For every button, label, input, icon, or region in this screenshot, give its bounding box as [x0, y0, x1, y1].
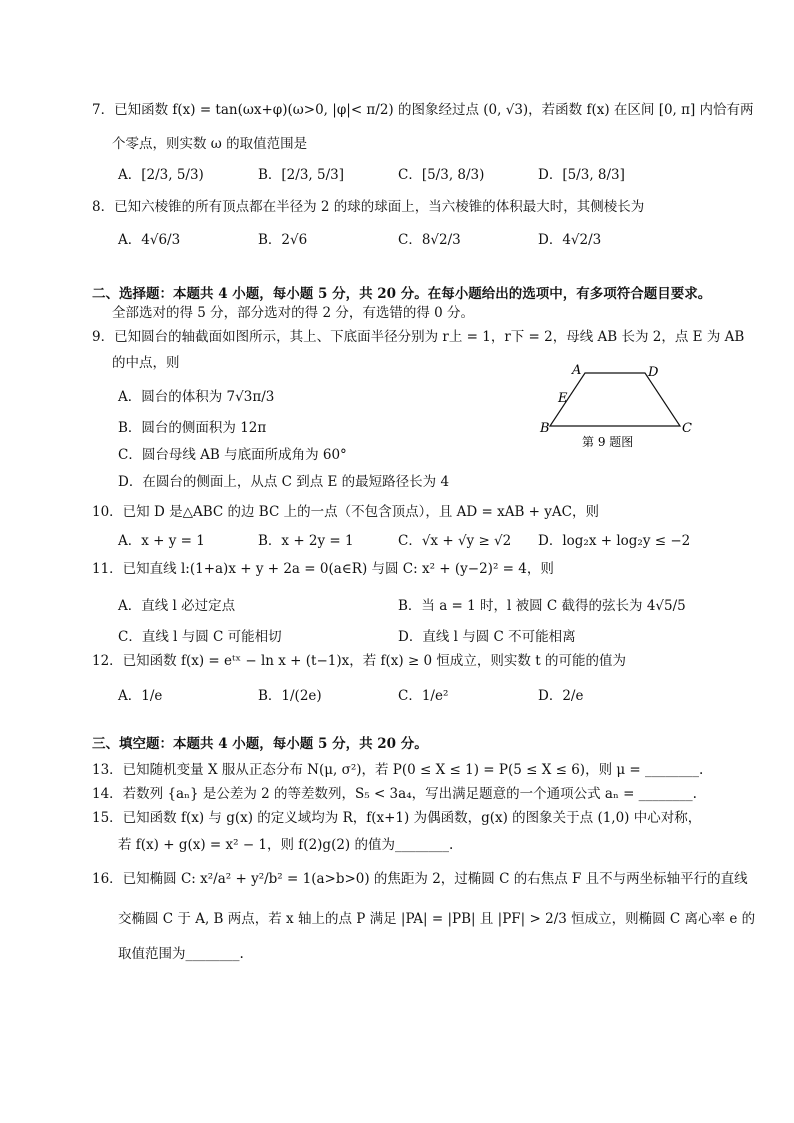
q16-stem-cont2: 取值范围为________.: [118, 946, 244, 962]
q7-option-d: D．[5/3, 8/3]: [538, 167, 625, 183]
q11-option-a: A．直线 l 必过定点: [118, 598, 236, 614]
q11-option-d: D．直线 l 与圆 C 不可能相离: [398, 629, 576, 645]
q10-option-d: D．log₂x + log₂y ≤ −2: [538, 533, 691, 549]
q16-stem-cont: 交椭圆 C 于 A, B 两点，若 x 轴上的点 P 满足 |PA| = |PB| 且 |PF| > 2/3 恒成立，则椭圆 C 离心率 e 的: [118, 911, 756, 927]
q9-option-c: C．圆台母线 AB 与底面所成角为 60°: [118, 447, 347, 463]
q12-option-b: B．1/(2e): [258, 688, 322, 704]
q8-option-a: A．4√6/3: [118, 232, 181, 248]
q15-stem-cont: 若 f(x) + g(x) = x² − 1，则 f(2)g(2) 的值为________.: [118, 837, 454, 853]
q9-option-b: B．圆台的侧面积为 12π: [118, 420, 267, 436]
q12-option-c: C．1/e²: [398, 688, 449, 704]
q7-stem-cont: 个零点，则实数 ω 的取值范围是: [112, 136, 308, 152]
q7-stem: 7．已知函数 f(x) = tan(ωx+φ)(ω>0, |φ|< π/2) 的图象经过点 (0, √3)，若函数 f(x) 在区间 [0, π] 内恰有两: [92, 102, 754, 118]
q13-stem: 13．已知随机变量 X 服从正态分布 N(μ, σ²)，若 P(0 ≤ X ≤ 1) = P(5 ≤ X ≤ 6)，则 μ = ________.: [92, 762, 704, 778]
q8-stem: 8．已知六棱锥的所有顶点都在半径为 2 的球的球面上，当六棱锥的体积最大时，其侧棱长为: [92, 199, 645, 215]
label-b: B: [540, 421, 550, 436]
q16-stem: 16．已知椭圆 C: x²/a² + y²/b² = 1(a>b>0) 的焦距为 2，过椭圆 C 的右焦点 F 且不与两坐标轴平行的直线: [92, 871, 748, 887]
q8-option-b: B．2√6: [258, 232, 308, 248]
q14-stem: 14．若数列 {aₙ} 是公差为 2 的等差数列，S₅ < 3a₄，写出满足题意的一个通项公式 aₙ = ________.: [92, 786, 697, 802]
section-2-heading: 二、选择题：本题共 4 小题，每小题 5 分，共 20 分。在每小题给出的选项中，有多项符合题目要求。: [92, 286, 712, 302]
label-c: C: [682, 421, 692, 436]
q7-option-b: B．[2/3, 5/3]: [258, 167, 344, 183]
section-2-scoring: 全部选对的得 5 分，部分选对的得 2 分，有选错的得 0 分。: [112, 305, 475, 321]
q11-stem: 11．已知直线 l:(1+a)x + y + 2a = 0(a∈R) 与圆 C: x² + (y−2)² = 4，则: [92, 561, 554, 577]
q9-figure: [530, 358, 700, 458]
q7-option-c: C．[5/3, 8/3): [398, 167, 485, 183]
q11-option-b: B．当 a = 1 时，l 被圆 C 截得的弦长为 4√5/5: [398, 598, 686, 614]
q9-stem: 9．已知圆台的轴截面如图所示，其上、下底面半径分别为 r上 = 1，r下 = 2，母线 AB 长为 2，点 E 为 AB: [92, 329, 745, 345]
q12-option-d: D．2/e: [538, 688, 584, 704]
q11-option-c: C．直线 l 与圆 C 可能相切: [118, 629, 282, 645]
q15-stem: 15．已知函数 f(x) 与 g(x) 的定义域均为 R，f(x+1) 为偶函数，g(x) 的图象关于点 (1,0) 中心对称，: [92, 810, 702, 826]
q8-option-c: C．8√2/3: [398, 232, 461, 248]
label-d: D: [648, 365, 659, 380]
label-e: E: [558, 391, 568, 406]
q12-stem: 12．已知函数 f(x) = eᵗˣ − ln x + (t−1)x，若 f(x) ≥ 0 恒成立，则实数 t 的可能的值为: [92, 653, 626, 669]
q10-option-b: B．x + 2y = 1: [258, 533, 354, 549]
q7-option-a: A．[2/3, 5/3): [118, 167, 204, 183]
q10-option-c: C．√x + √y ≥ √2: [398, 533, 512, 549]
figure-caption: 第 9 题图: [582, 435, 634, 449]
q10-option-a: A．x + y = 1: [118, 533, 205, 549]
q12-option-a: A．1/e: [118, 688, 163, 704]
q9-stem-cont: 的中点，则: [112, 355, 180, 371]
q8-option-d: D．4√2/3: [538, 232, 602, 248]
trapezoid-shape: [550, 373, 680, 426]
label-a: A: [572, 363, 582, 378]
q9-option-a: A．圆台的体积为 7√3π/3: [118, 389, 275, 405]
q10-stem: 10．已知 D 是△ABC 的边 BC 上的一点（不包含顶点），且 AD = xAB + yAC，则: [92, 504, 599, 520]
section-3-heading: 三、填空题：本题共 4 小题，每小题 5 分，共 20 分。: [92, 736, 428, 752]
q9-option-d: D．在圆台的侧面上，从点 C 到点 E 的最短路径长为 4: [118, 474, 450, 490]
